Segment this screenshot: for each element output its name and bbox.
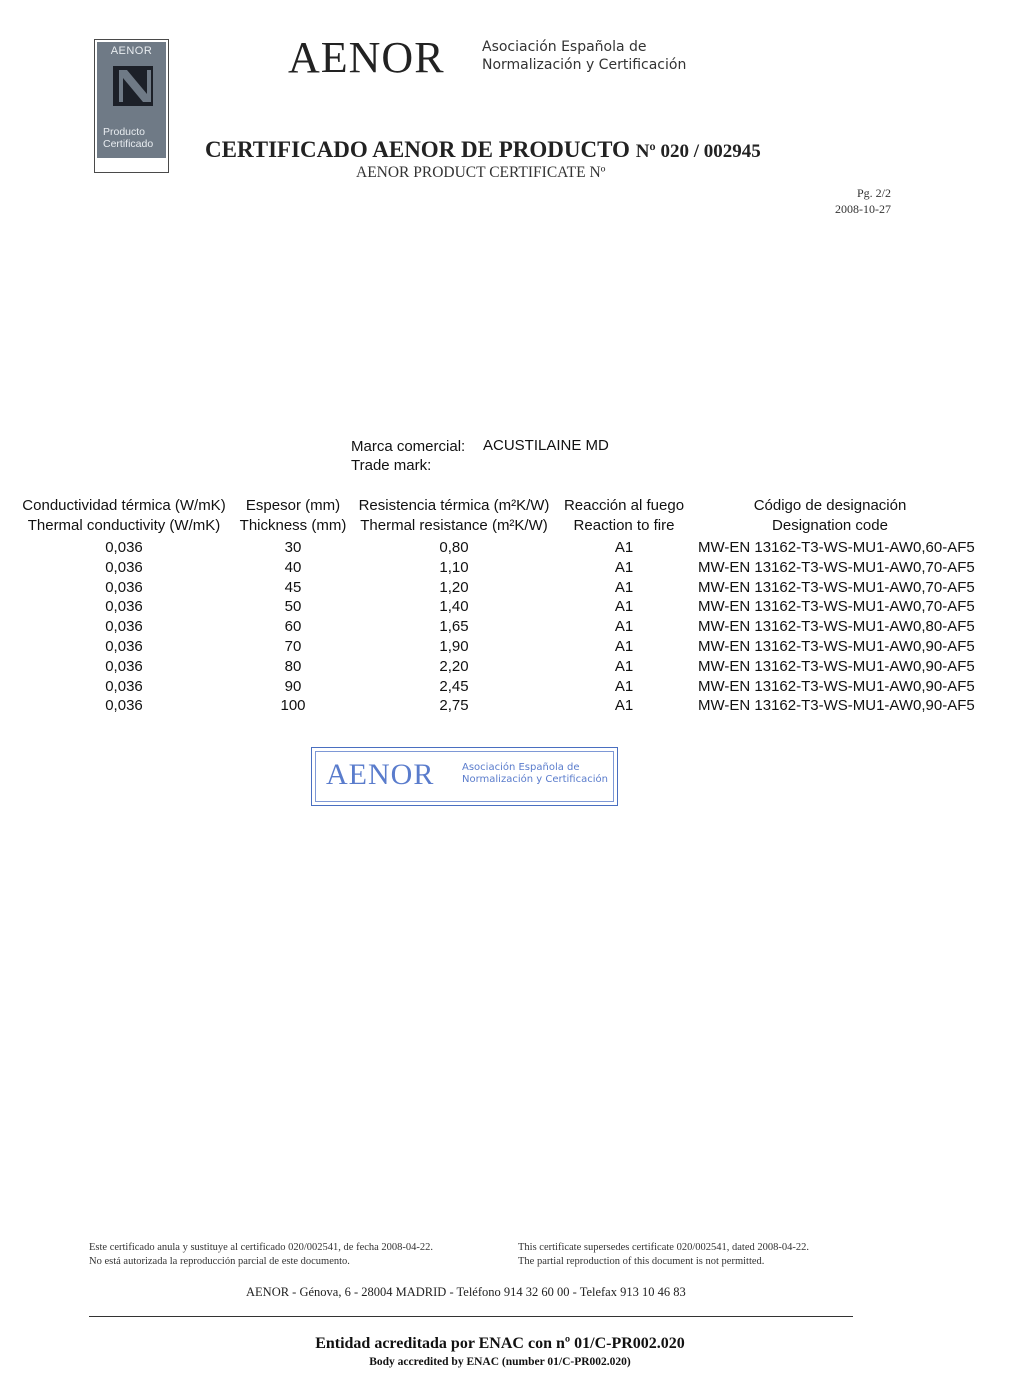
cell-resistance: 1,90 <box>439 637 469 655</box>
certificate-number: Nº 020 / 002945 <box>635 141 761 162</box>
footer-note-en-2: The partial reproduction of this document is not permitted. <box>518 1256 765 1267</box>
cell-designation: MW-EN 13162-T3-WS-MU1-AW0,60-AF5 <box>698 539 975 556</box>
column-conductivity <box>16 538 232 716</box>
header-thickness-es: Espesor (mm) <box>245 497 341 514</box>
accreditation-es: Entidad acreditada por ENAC con nº 01/C-PR002.020 <box>315 1335 685 1352</box>
logo-sub-label-1: Producto <box>103 126 146 138</box>
logo-sub-label <box>97 126 166 150</box>
footer-address: AENOR - Génova, 6 - 28004 MADRID - Teléfono 914 32 60 00 - Telefax 913 10 46 83 <box>246 1285 686 1299</box>
cell-designation: MW-EN 13162-T3-WS-MU1-AW0,90-AF5 <box>698 637 975 655</box>
header-resistance-en: Thermal resistance (m²K/W) <box>360 517 548 534</box>
cell-conductivity: 0,036 <box>105 697 143 715</box>
cell-fire: A1 <box>614 558 634 576</box>
column-fire <box>558 538 690 716</box>
cell-conductivity: 0,036 <box>105 637 143 655</box>
trade-mark-value: ACUSTILAINE MD <box>483 437 609 454</box>
cell-thickness: 100 <box>280 697 306 715</box>
trade-mark-labels <box>351 437 465 475</box>
cell-designation: MW-EN 13162-T3-WS-MU1-AW0,80-AF5 <box>698 618 975 636</box>
stamp-org-line-1: Asociación Española de <box>462 762 580 773</box>
trade-mark-label-en: Trade mark: <box>351 457 432 474</box>
brand-organization <box>482 38 686 74</box>
org-line-2: Normalización y Certificación <box>482 57 687 73</box>
header-thickness-en: Thickness (mm) <box>239 517 347 534</box>
cell-fire: A1 <box>614 697 634 715</box>
cell-resistance: 1,20 <box>439 578 469 596</box>
footer-note-es <box>89 1241 433 1269</box>
header-designation-en: Designation code <box>772 517 888 534</box>
column-designation <box>698 538 975 716</box>
cell-conductivity: 0,036 <box>105 558 143 576</box>
cell-thickness: 70 <box>284 637 302 655</box>
cell-fire: A1 <box>614 539 634 556</box>
header-fire-en: Reaction to fire <box>573 517 675 534</box>
header-thickness <box>236 496 350 536</box>
cell-thickness: 60 <box>284 618 302 636</box>
certificate-date: 2008-10-27 <box>835 202 891 216</box>
cell-fire: A1 <box>614 657 634 675</box>
cell-conductivity: 0,036 <box>105 618 143 636</box>
header-designation-es: Código de designación <box>753 497 907 514</box>
cell-designation: MW-EN 13162-T3-WS-MU1-AW0,70-AF5 <box>698 558 975 576</box>
header-designation <box>698 496 962 536</box>
footer-divider <box>89 1316 853 1317</box>
cell-conductivity: 0,036 <box>105 598 143 616</box>
certificate-title <box>205 137 761 163</box>
accreditation-en: Body accredited by ENAC (number 01/C-PR002.020) <box>369 1356 631 1368</box>
cell-designation: MW-EN 13162-T3-WS-MU1-AW0,70-AF5 <box>698 598 975 616</box>
cell-conductivity: 0,036 <box>105 539 143 556</box>
cell-conductivity: 0,036 <box>105 677 143 695</box>
cell-thickness: 30 <box>284 539 302 556</box>
footer-note-es-1: Este certificado anula y sustituye al certificado 020/002541, de fecha 2008-04-22. <box>89 1242 434 1253</box>
cell-thickness: 50 <box>284 598 302 616</box>
stamp-brand: AENOR <box>326 758 435 791</box>
aenor-n-mark-icon <box>111 64 155 108</box>
header-conductivity-es: Conductividad térmica (W/mK) <box>22 497 226 514</box>
stamp-organization <box>462 762 608 786</box>
footer-note-en <box>518 1241 809 1269</box>
cell-designation: MW-EN 13162-T3-WS-MU1-AW0,70-AF5 <box>698 578 975 596</box>
column-resistance <box>354 538 554 716</box>
stamp-org-line-2: Normalización y Certificación <box>462 774 608 785</box>
cell-resistance: 1,65 <box>439 618 469 636</box>
cell-fire: A1 <box>614 598 634 616</box>
header-fire <box>558 496 690 536</box>
page-number: Pg. 2/2 <box>856 186 891 200</box>
cell-resistance: 2,75 <box>439 697 469 715</box>
footer-note-en-1: This certificate supersedes certificate 020/002541, dated 2008-04-22. <box>518 1242 809 1253</box>
page-info <box>835 185 891 217</box>
header-conductivity-en: Thermal conductivity (W/mK) <box>27 517 221 534</box>
header-fire-es: Reacción al fuego <box>563 497 685 514</box>
cell-conductivity: 0,036 <box>105 657 143 675</box>
cell-fire: A1 <box>614 618 634 636</box>
org-line-1: Asociación Española de <box>482 39 647 55</box>
cell-resistance: 1,40 <box>439 598 469 616</box>
logo-sub-label-2: Certificado <box>103 138 154 150</box>
cell-resistance: 0,80 <box>439 539 469 556</box>
certificate-subtitle: AENOR PRODUCT CERTIFICATE Nº <box>356 164 606 181</box>
cell-thickness: 80 <box>284 657 302 675</box>
cell-designation: MW-EN 13162-T3-WS-MU1-AW0,90-AF5 <box>698 677 975 695</box>
aenor-stamp <box>311 747 618 806</box>
cell-fire: A1 <box>614 677 634 695</box>
header-conductivity <box>16 496 232 536</box>
cell-fire: A1 <box>614 578 634 596</box>
aenor-logo <box>94 39 169 173</box>
logo-top-label: AENOR <box>110 45 153 57</box>
logo-panel <box>97 42 166 158</box>
cell-conductivity: 0,036 <box>105 578 143 596</box>
cell-resistance: 2,45 <box>439 677 469 695</box>
footer-note-es-2: No está autorizada la reproducción parcial de este documento. <box>89 1256 350 1267</box>
column-thickness <box>236 538 350 716</box>
cell-thickness: 45 <box>284 578 302 596</box>
trade-mark-label-es: Marca comercial: <box>351 438 466 455</box>
brand-name: AENOR <box>288 33 445 82</box>
cell-fire: A1 <box>614 637 634 655</box>
cell-thickness: 40 <box>284 558 302 576</box>
cell-thickness: 90 <box>284 677 302 695</box>
certificate-title-text: CERTIFICADO AENOR DE PRODUCTO <box>205 137 630 162</box>
cell-designation: MW-EN 13162-T3-WS-MU1-AW0,90-AF5 <box>698 697 975 715</box>
header-resistance <box>354 496 554 536</box>
cell-designation: MW-EN 13162-T3-WS-MU1-AW0,90-AF5 <box>698 657 975 675</box>
cell-resistance: 1,10 <box>439 558 469 576</box>
cell-resistance: 2,20 <box>439 657 469 675</box>
header-resistance-es: Resistencia térmica (m²K/W) <box>358 497 550 514</box>
